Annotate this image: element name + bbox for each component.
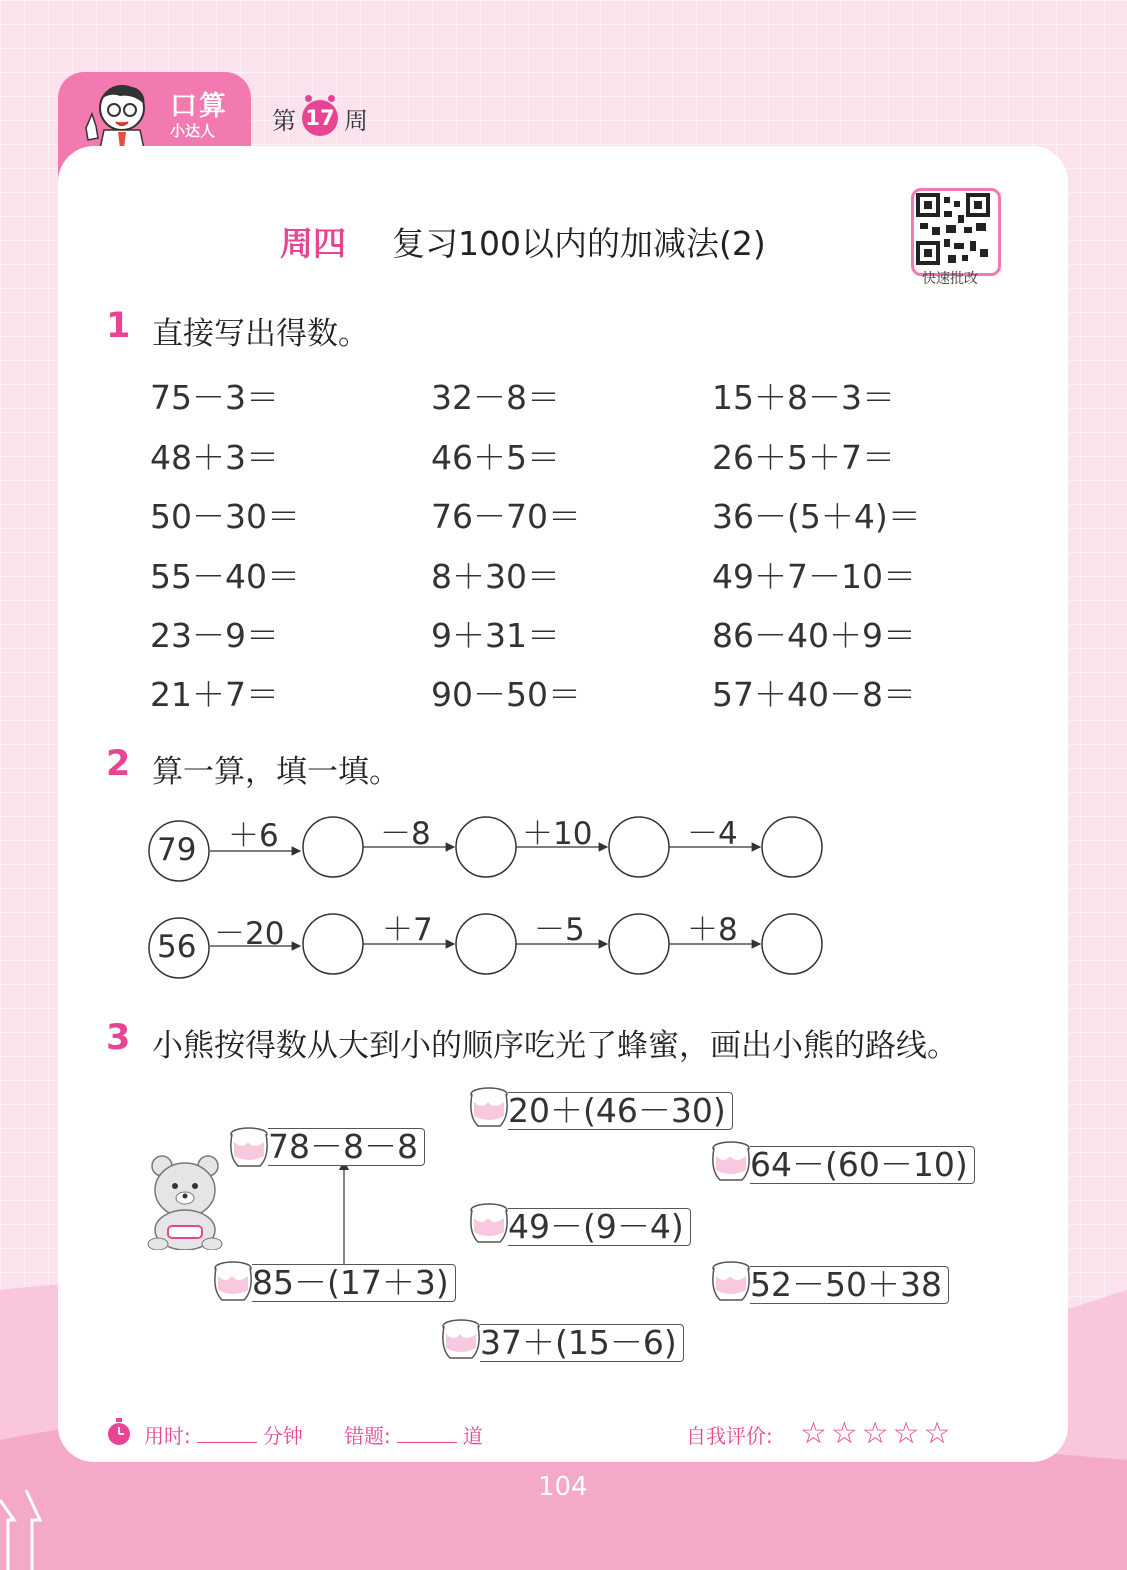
qr-code[interactable] (911, 188, 1001, 276)
answer-circle[interactable] (303, 914, 363, 974)
honey-pot-icon (468, 1202, 510, 1246)
question-1-instruction: 直接写出得数。 (152, 316, 369, 352)
answer-circle[interactable] (762, 914, 822, 974)
route-arrow (338, 1160, 350, 1264)
chain-operation: ＋7 (382, 912, 433, 948)
honey-expression[interactable]: 37＋(15－6) (480, 1324, 684, 1362)
worksheet-card (58, 146, 1068, 1462)
honey-pot-icon (710, 1260, 752, 1304)
chain-operation: －20 (214, 916, 285, 952)
errors-label: 错题: (344, 1424, 391, 1448)
honey-pot-icon (440, 1318, 482, 1362)
page-title: 复习100以内的加减法(2) (392, 224, 766, 263)
brand-title: 口算 (170, 91, 228, 122)
chain-operation: －8 (380, 816, 431, 852)
time-label: 用时: (144, 1424, 191, 1448)
equation: 23－9＝ (150, 616, 279, 655)
brand-subtitle: 小达人 (170, 122, 216, 140)
chain-start-value: 79 (157, 832, 197, 868)
chain-operation: －5 (534, 912, 585, 948)
time-field (144, 1420, 303, 1449)
chain-operation: ＋8 (687, 912, 738, 948)
honey-pot-icon (710, 1140, 752, 1184)
question-2-number: 2 (106, 744, 131, 784)
chain-operation: ＋6 (228, 818, 279, 854)
answer-circle[interactable] (456, 817, 516, 877)
rating-stars[interactable]: ☆☆☆☆☆ (800, 1416, 955, 1451)
honey-expression[interactable]: 20＋(46－30) (508, 1092, 733, 1130)
honey-pot-icon (468, 1086, 510, 1130)
bear-icon (146, 1152, 226, 1250)
equation: 75－3＝ (150, 378, 279, 417)
equation: 26＋5＋7＝ (712, 438, 895, 477)
answer-circle[interactable] (762, 817, 822, 877)
question-1-number: 1 (106, 306, 131, 346)
stopwatch-icon (106, 1418, 132, 1446)
equation: 55－40＝ (150, 557, 300, 596)
errors-field (344, 1420, 483, 1449)
week-indicator (272, 100, 368, 136)
errors-blank[interactable] (397, 1424, 457, 1443)
chain-start-value: 56 (157, 929, 197, 965)
question-2-instruction: 算一算，填一填。 (152, 754, 400, 790)
time-unit: 分钟 (262, 1424, 303, 1448)
equation: 48＋3＝ (150, 438, 279, 477)
honey-pot-icon (212, 1260, 254, 1304)
time-blank[interactable] (197, 1424, 257, 1443)
week-number-badge: 17 (302, 100, 338, 136)
equation: 50－30＝ (150, 497, 300, 536)
equation: 76－70＝ (431, 497, 581, 536)
question-3-instruction: 小熊按得数从大到小的顺序吃光了蜂蜜，画出小熊的路线。 (152, 1028, 958, 1064)
honey-expression[interactable]: 52－50＋38 (750, 1266, 949, 1304)
equation: 15＋8－3＝ (712, 378, 895, 417)
equation: 90－50＝ (431, 675, 581, 714)
chain-operation: ＋10 (522, 816, 593, 852)
qr-label: 快速批改 (922, 271, 978, 287)
chain-operation: －4 (687, 816, 738, 852)
honey-expression[interactable]: 64－(60－10) (750, 1146, 975, 1184)
answer-circle[interactable] (456, 914, 516, 974)
qr-pattern-icon (914, 191, 992, 267)
equation: 8＋30＝ (431, 557, 560, 596)
question-3-number: 3 (106, 1018, 131, 1058)
equation: 9＋31＝ (431, 616, 560, 655)
answer-circle[interactable] (609, 914, 669, 974)
honey-expression[interactable]: 78－8－8 (268, 1128, 425, 1166)
answer-circle[interactable] (303, 817, 363, 877)
week-prefix: 第 (272, 106, 296, 135)
day-label: 周四 (280, 224, 346, 263)
answer-circle[interactable] (609, 817, 669, 877)
equation: 86－40＋9＝ (712, 616, 916, 655)
honey-pot-icon (228, 1126, 270, 1170)
equation: 32－8＝ (431, 378, 560, 417)
equation: 21＋7＝ (150, 675, 279, 714)
equation: 46＋5＝ (431, 438, 560, 477)
honey-expression[interactable]: 49－(9－4) (508, 1208, 691, 1246)
week-suffix: 周 (344, 106, 368, 135)
equation: 57＋40－8＝ (712, 675, 916, 714)
self-eval-label: 自我评价: (686, 1424, 773, 1448)
honey-expression[interactable]: 85－(17＋3) (252, 1264, 456, 1302)
page-number: 104 (538, 1472, 588, 1502)
errors-unit: 道 (462, 1424, 483, 1448)
equation: 49＋7－10＝ (712, 557, 916, 596)
equation: 36－(5＋4)＝ (712, 497, 921, 536)
